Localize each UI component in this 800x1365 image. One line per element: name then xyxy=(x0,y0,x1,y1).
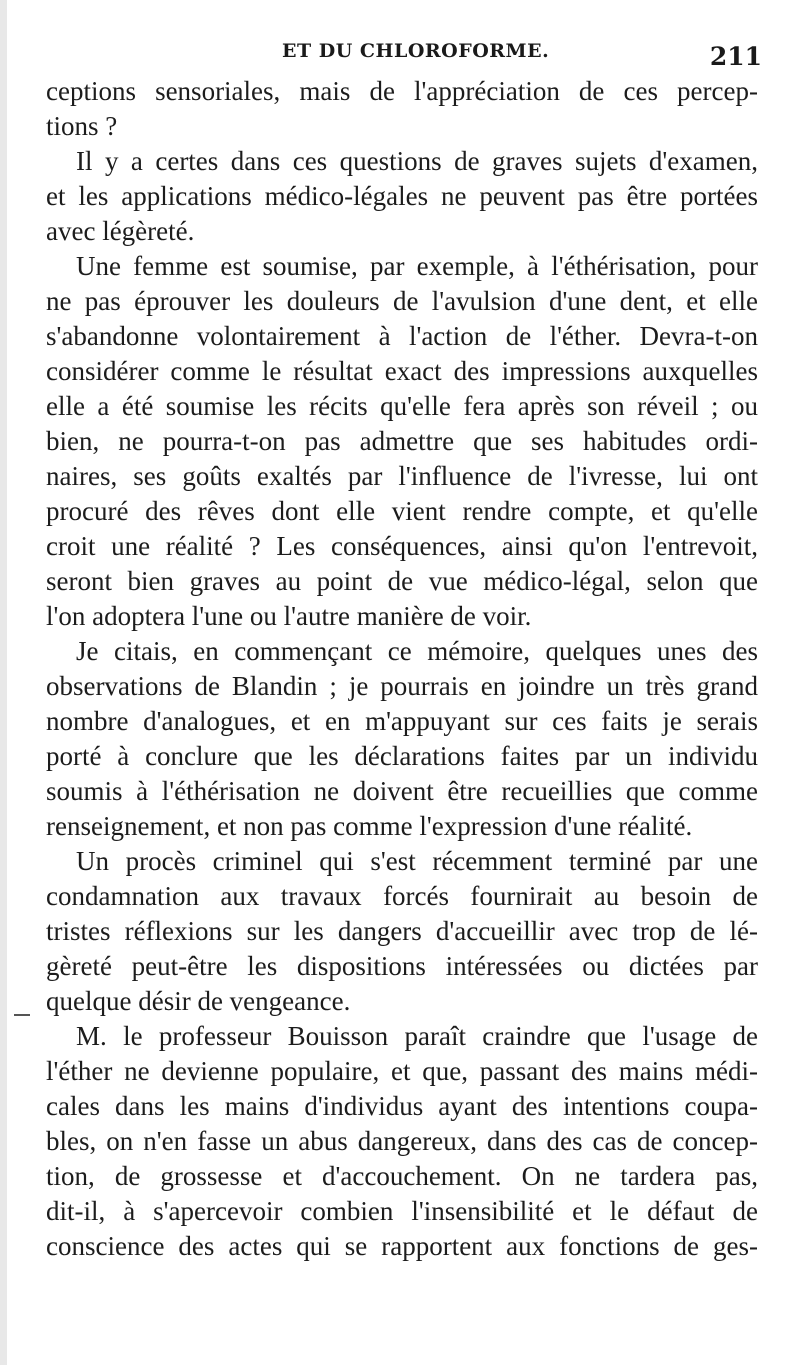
text-line: elle a été soumise les récits qu'elle fera après son réveil ; ou xyxy=(46,391,758,421)
text-line: avec légèreté. xyxy=(46,216,195,246)
text-line: l'éther ne devienne populaire, et que, passant des mains médi- xyxy=(46,1056,758,1086)
text-line: conscience des actes qui se rapportent aux fonctions de ges- xyxy=(46,1231,758,1261)
text-line: soumis à l'éthérisation ne doivent être recueillies que comme xyxy=(46,776,758,806)
body-text xyxy=(46,74,758,1264)
text-line: et les applications médico-légales ne peuvent pas être portées xyxy=(46,181,758,211)
text-line: observations de Blandin ; je pourrais en joindre un très grand xyxy=(46,671,758,701)
text-line: gèreté peut-être les dispositions intéressées ou dictées par xyxy=(46,951,758,981)
text-line: condamnation aux travaux forcés fournirait au besoin de xyxy=(46,881,758,911)
margin-dash-mark xyxy=(14,1014,30,1016)
text-line: tristes réflexions sur les dangers d'accueillir avec trop de lé- xyxy=(46,916,758,946)
text-line: l'on adoptera l'une ou l'autre manière de voir. xyxy=(46,601,532,631)
page-header xyxy=(0,32,800,72)
text-line: bles, on n'en fasse un abus dangereux, dans des cas de concep- xyxy=(46,1126,758,1156)
text-line: nombre d'analogues, et en m'appuyant sur ces faits je serais xyxy=(46,706,758,736)
text-line: naires, ses goûts exaltés par l'influence de l'ivresse, lui ont xyxy=(46,461,758,491)
text-line: M. le professeur Bouisson paraît craindre que l'usage de xyxy=(76,1021,758,1051)
text-line: seront bien graves au point de vue médico-légal, selon que xyxy=(46,566,758,596)
text-line: tions ? xyxy=(46,111,118,141)
text-line: procuré des rêves dont elle vient rendre compte, et qu'elle xyxy=(46,496,758,526)
text-line: Il y a certes dans ces questions de graves sujets d'examen, xyxy=(76,146,758,176)
text-line: ceptions sensoriales, mais de l'appréciation de ces percep- xyxy=(46,76,758,106)
page-edge-shadow xyxy=(0,0,7,1365)
text-line: renseignement, et non pas comme l'expression d'une réalité. xyxy=(46,811,693,841)
text-line: quelque désir de vengeance. xyxy=(46,986,351,1016)
text-line: Un procès criminel qui s'est récemment terminé par une xyxy=(76,846,758,876)
text-line: Une femme est soumise, par exemple, à l'éthérisation, pour xyxy=(76,251,758,281)
running-title: ET DU CHLOROFORME. xyxy=(282,40,550,62)
text-line: bien, ne pourra-t-on pas admettre que ses habitudes ordi- xyxy=(46,426,758,456)
text-line: ne pas éprouver les douleurs de l'avulsion d'une dent, et elle xyxy=(46,286,758,316)
text-line: dit-il, à s'apercevoir combien l'insensibilité et le défaut de xyxy=(46,1196,758,1226)
text-line: porté à conclure que les déclarations faites par un individu xyxy=(46,741,758,771)
text-line: tion, de grossesse et d'accouchement. On ne tardera pas, xyxy=(46,1161,758,1191)
text-line: Je citais, en commençant ce mémoire, quelques unes des xyxy=(76,636,758,666)
text-line: considérer comme le résultat exact des impressions auxquelles xyxy=(46,356,758,386)
text-line: cales dans les mains d'individus ayant des intentions coupa- xyxy=(46,1091,758,1121)
page-number: 211 xyxy=(709,42,762,71)
text-line: s'abandonne volontairement à l'action de l'éther. Devra-t-on xyxy=(46,321,758,351)
text-line: croit une réalité ? Les conséquences, ainsi qu'on l'entrevoit, xyxy=(46,531,758,561)
